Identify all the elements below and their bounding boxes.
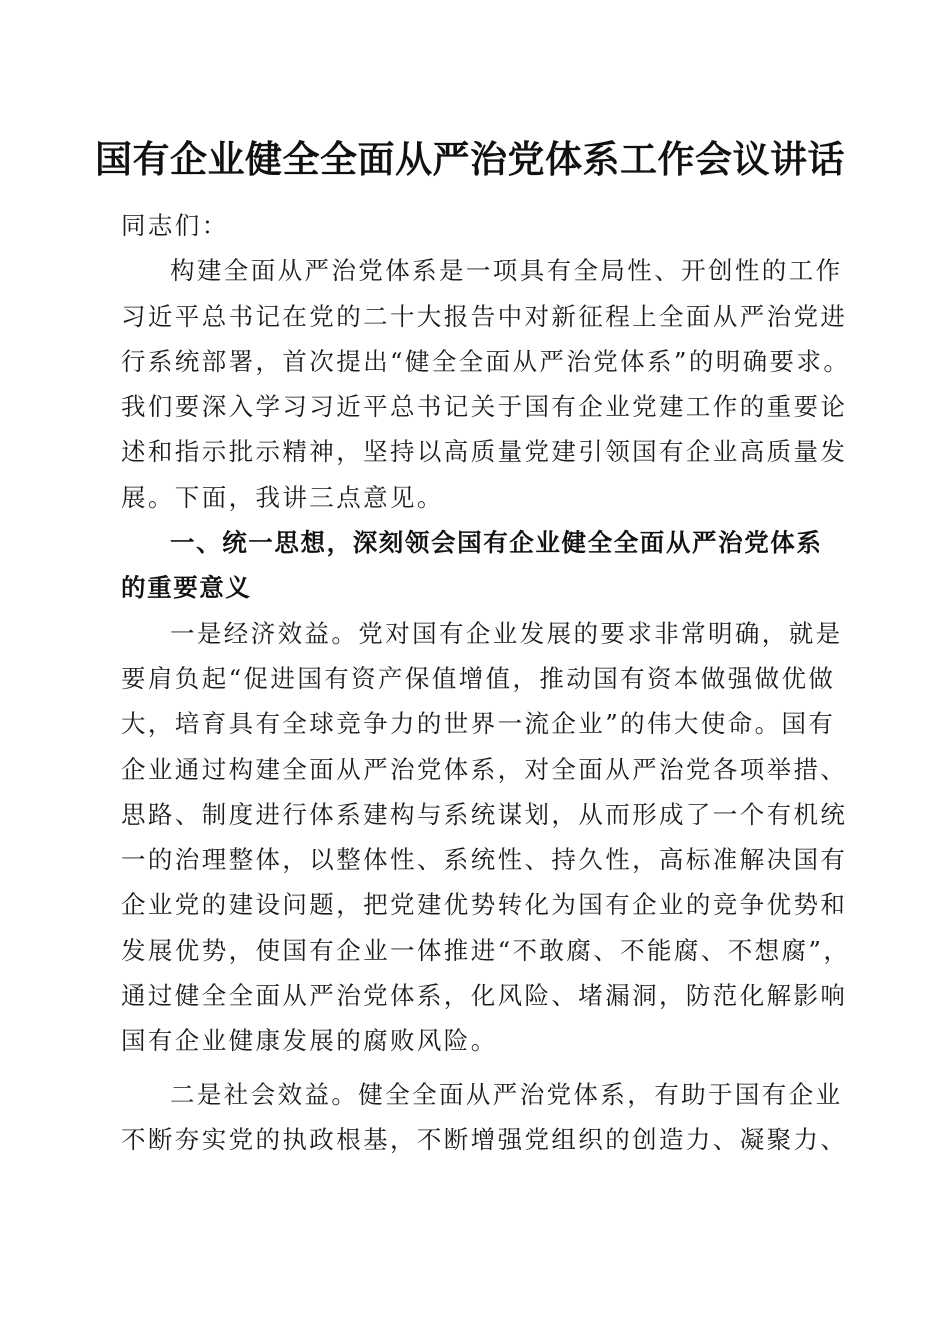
paragraph-line: 不断夯实党的执政根基，不断增强党组织的创造力、凝聚力、 [121,1124,848,1154]
paragraph-line: 企业通过构建全面从严治党体系，对全面从严治党各项举措、 [121,754,848,784]
document-body [121,203,851,1162]
document-title: 国有企业健全全面从严治党体系工作会议讲话 [95,137,845,181]
section-heading: 一、统一思想，深刻领会国有企业健全全面从严治党体系 [170,528,823,558]
intro-line: 我们要深入学习习近平总书记关于国有企业党建工作的重要论 [121,392,848,422]
paragraph-line: 发展优势，使国有企业一体推进“不敢腐、不能腐、不想腐”， [121,935,851,965]
intro-line: 行系统部署，首次提出“健全全面从严治党体系”的明确要求。 [121,346,851,376]
paragraph-line: 一的治理整体，以整体性、系统性、持久性，高标准解决国有 [121,845,848,875]
intro-line: 述和指示批示精神，坚持以高质量党建引领国有企业高质量发 [121,437,848,467]
paragraph-line: 二是社会效益。健全全面从严治党体系，有助于国有企业 [170,1079,843,1109]
paragraph-line: 通过健全全面从严治党体系，化风险、堵漏洞，防范化解影响 [121,981,848,1011]
intro-line: 展。下面，我讲三点意见。 [121,482,444,512]
paragraph-line: 一是经济效益。党对国有企业发展的要求非常明确，就是 [170,618,843,648]
paragraph-line: 思路、制度进行体系建构与系统谋划，从而形成了一个有机统 [121,799,848,829]
paragraph-line: 要肩负起“促进国有资产保值增值，推动国有资本做强做优做 [121,663,836,693]
salutation: 同志们： [121,211,229,240]
paragraph-line: 大，培育具有全球竞争力的世界一流企业”的伟大使命。国有 [121,709,836,739]
intro-line: 构建全面从严治党体系是一项具有全局性、开创性的工作 [170,256,843,286]
intro-line: 习近平总书记在党的二十大报告中对新征程上全面从严治党进 [121,301,848,331]
section-heading: 的重要意义 [121,573,252,603]
paragraph-line: 国有企业健康发展的腐败风险。 [121,1026,498,1056]
paragraph-line: 企业党的建设问题，把党建优势转化为国有企业的竞争优势和 [121,890,848,920]
